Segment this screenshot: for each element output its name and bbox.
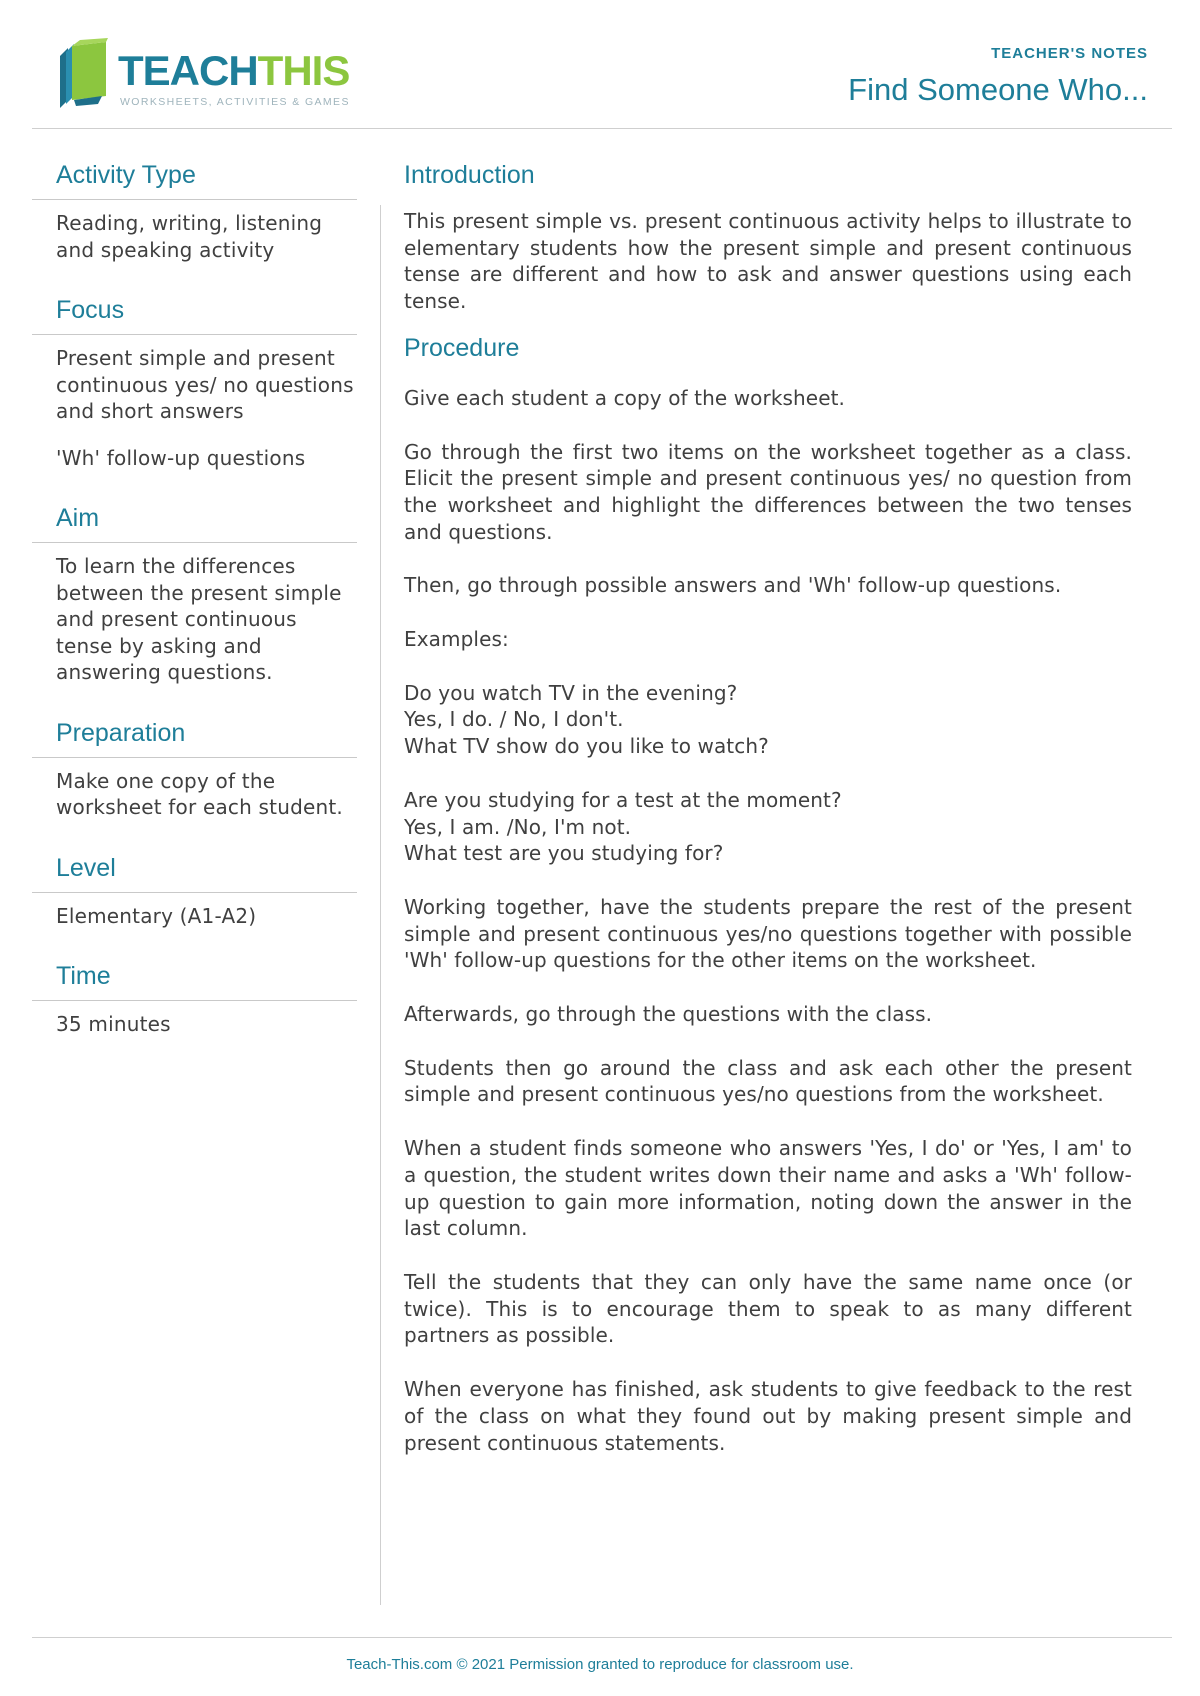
activity-type-heading: Activity Type (32, 158, 357, 200)
book-logo-icon (54, 38, 116, 110)
focus-section (32, 293, 357, 471)
aim-heading: Aim (32, 501, 357, 543)
example-answer: Yes, I do. / No, I don't. (404, 707, 624, 732)
level-text: Elementary (A1-A2) (56, 903, 257, 928)
sidebar (32, 158, 357, 1068)
time-heading: Time (32, 959, 357, 1001)
preparation-heading: Preparation (32, 716, 357, 758)
aim-text: To learn the differences between the present simple and present continuous tense by asking and answering questions. (56, 554, 342, 684)
page-header (0, 0, 1200, 130)
document-kind-label: TEACHER'S NOTES (991, 45, 1148, 62)
procedure-step: Then, go through possible answers and 'Wh' follow-up questions. (404, 573, 1062, 598)
level-section (32, 851, 357, 930)
procedure-step: Afterwards, go through the questions with the class. (404, 1002, 933, 1027)
logo-word-this: THIS (257, 47, 350, 94)
preparation-text: Make one copy of the worksheet for each student. (56, 768, 343, 819)
introduction-heading: Introduction (404, 161, 535, 189)
teach-this-logo (54, 38, 354, 118)
procedure-step: Working together, have the students prepare the rest of the present simple and present continuous yes/no questions together with possible 'Wh' follow-up questions for the other items on the worksheet. (404, 894, 1132, 973)
example-question: Are you studying for a test at the moment? (404, 787, 842, 812)
procedure-body (404, 385, 1132, 1456)
page-title: Find Someone Who... (848, 72, 1148, 107)
copyright-footer: Teach-This.com © 2021 Permission granted to reproduce for classroom use. (346, 1656, 854, 1673)
logo-tagline: WORKSHEETS, ACTIVITIES & GAMES (120, 96, 350, 108)
procedure-step: When everyone has finished, ask students to give feedback to the rest of the class on what they found out by making present simple and present continuous statements. (404, 1377, 1132, 1455)
example-followup: What test are you studying for? (404, 841, 724, 866)
time-text: 35 minutes (56, 1012, 171, 1036)
column-divider (380, 205, 381, 1605)
focus-text: Present simple and present continuous yes/ no questions and short answers (56, 346, 354, 423)
focus-heading: Focus (32, 293, 357, 335)
footer-divider (32, 1637, 1172, 1638)
procedure-step: Give each student a copy of the worksheet. (404, 385, 846, 410)
header-divider (32, 128, 1172, 129)
procedure-step: When a student finds someone who answers 'Yes, I do' or 'Yes, I am' to a question, the student writes down their name and asks a 'Wh' follow-up question to gain more information, noting down the answer in the last column. (404, 1136, 1132, 1241)
main-content (404, 158, 1132, 1483)
example-followup: What TV show do you like to watch? (404, 734, 769, 759)
logo-wordmark (118, 46, 349, 96)
example-answer: Yes, I am. /No, I'm not. (404, 814, 632, 839)
focus-text-followup: 'Wh' follow-up questions (56, 445, 306, 470)
procedure-step: Tell the students that they can only have the same name once (or twice). This is to encourage them to speak to as many different partners as possible. (404, 1269, 1132, 1348)
example-question: Do you watch TV in the evening? (404, 680, 738, 705)
aim-section (32, 501, 357, 686)
examples-label: Examples: (404, 627, 509, 652)
activity-type-section (32, 158, 357, 263)
introduction-text: This present simple vs. present continuous activity helps to illustrate to elementary students how the present simple and present continuous tense are different and how to ask and answer questions using each tense. (404, 209, 1132, 314)
preparation-section (32, 716, 357, 821)
level-heading: Level (32, 851, 357, 893)
procedure-step: Go through the first two items on the worksheet together as a class. Elicit the present simple and present continuous yes/ no question from the worksheet and highlight the differences between the two tenses and questions. (404, 439, 1132, 544)
logo-word-teach: TEACH (118, 47, 258, 94)
activity-type-text: Reading, writing, listening and speaking activity (56, 211, 323, 262)
procedure-step: Students then go around the class and ask each other the present simple and present continuous yes/no questions from the worksheet. (404, 1055, 1132, 1107)
time-section (32, 959, 357, 1038)
procedure-heading: Procedure (404, 333, 520, 362)
